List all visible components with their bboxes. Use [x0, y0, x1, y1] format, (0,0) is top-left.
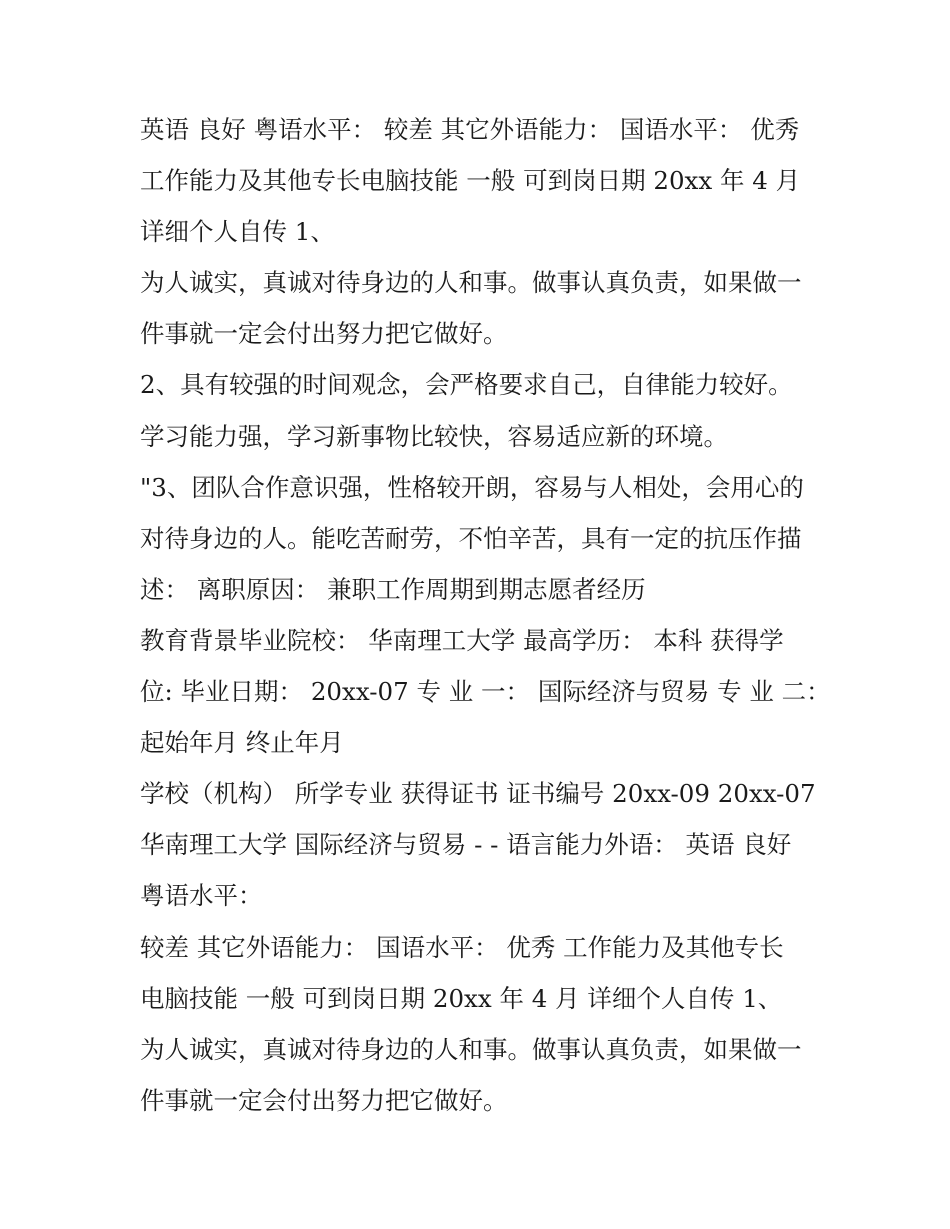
text-line-19: 为人诚实，真诚对待身边的人和事。做事认真负责，如果做一: [140, 1034, 802, 1064]
text-line-1: 英语 良好 粤语水平： 较差 其它外语能力： 国语水平： 优秀: [140, 115, 800, 144]
text-line-17: 较差 其它外语能力： 国语水平： 优秀 工作能力及其他专长: [140, 932, 784, 962]
text-line-13: 起始年月 终止年月: [140, 728, 344, 758]
text-line-15: 华南理工大学 国际经济与贸易 - - 语言能力外语： 英语 良好: [140, 830, 792, 860]
text-line-2: 工作能力及其他专长电脑技能 一般 可到岗日期 20xx 年 4 月: [140, 166, 801, 196]
text-line-12: 位: 毕业日期： 20xx-07 专 业 一： 国际经济与贸易 专 业 二：: [140, 677, 831, 707]
text-line-3: 详细个人自传 1、: [140, 217, 335, 247]
text-line-16: 粤语水平：: [140, 881, 263, 911]
text-line-5: 件事就一定会付出努力把它做好。: [140, 319, 508, 349]
text-line-10: 述： 离职原因： 兼职工作周期到期志愿者经历: [140, 574, 646, 604]
text-line-20: 件事就一定会付出努力把它做好。: [140, 1085, 508, 1115]
text-line-18: 电脑技能 一般 可到岗日期 20xx 年 4 月 详细个人自传 1、: [140, 983, 783, 1013]
text-line-4: 为人诚实，真诚对待身边的人和事。做事认真负责，如果做一: [140, 268, 802, 298]
text-line-14: 学校（机构） 所学专业 获得证书 证书编号 20xx-09 20xx-07: [140, 779, 816, 809]
text-line-6: 2、具有较强的时间观念，会严格要求自己，自律能力较好。: [140, 370, 793, 400]
text-line-8: "3、团队合作意识强，性格较开朗，容易与人相处，会用心的: [140, 472, 804, 502]
text-line-9: 对待身边的人。能吃苦耐劳，不怕辛苦，具有一定的抗压作描: [140, 523, 802, 553]
document-body: [140, 104, 831, 1126]
text-line-7: 学习能力强，学习新事物比较快，容易适应新的环境。: [140, 421, 728, 451]
text-line-11: 教育背景毕业院校： 华南理工大学 最高学历： 本科 获得学: [140, 625, 784, 655]
